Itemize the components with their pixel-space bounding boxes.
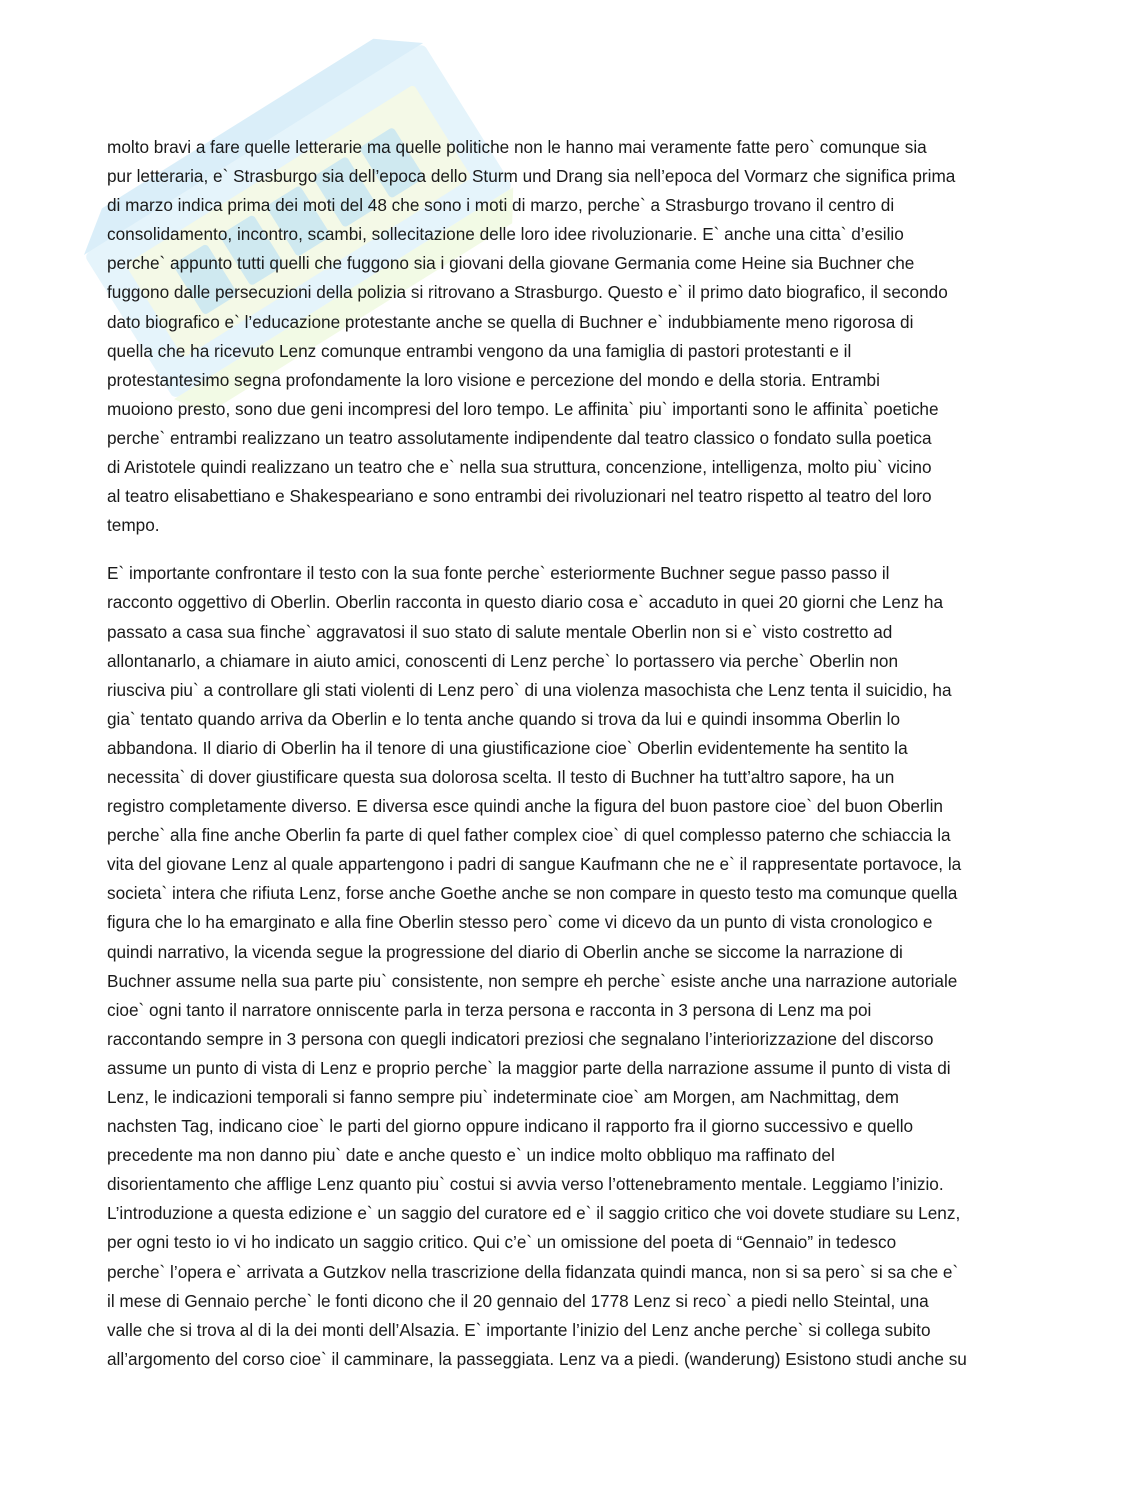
text-line: figura che lo ha emarginato e alla fine Oberlin stesso pero` come vi dicevo da un punto di vista cronologico e (107, 912, 933, 933)
text-line: racconto oggettivo di Oberlin. Oberlin racconta in questo diario cosa e` accaduto in quei 20 giorni che Lenz ha (107, 592, 944, 613)
body-text (107, 133, 1047, 1374)
text-line: raccontando sempre in 3 persona con quegli indicatori preziosi che segnalano l’interiorizzazione del discorso (107, 1028, 934, 1049)
text-line: di marzo indica prima dei moti del 48 che sono i moti di marzo, perche` a Strasburgo trovano il centro di (107, 195, 895, 216)
text-line: perche` entrambi realizzano un teatro assolutamente indipendente dal teatro classico o fondato sulla poetica (107, 427, 932, 448)
text-line: registro completamente diverso. E diversa esce quindi anche la figura del buon pastore cioe` del buon Oberlin (107, 796, 943, 817)
text-line: E` importante confrontare il testo con la sua fonte perche` esteriormente Buchner segue passo passo il (107, 563, 890, 584)
text-line: perche` appunto tutti quelli che fuggono sia i giovani della giovane Germania come Heine sia Buchner che (107, 253, 915, 274)
text-line: all’argomento del corso cioe` il camminare, la passeggiata. Lenz va a piedi. (wanderung) Esistono studi anche su (107, 1348, 967, 1369)
text-line: di Aristotele quindi realizzano un teatro che e` nella sua struttura, concenzione, intelligenza, molto piu` vicino (107, 457, 932, 478)
text-line: dato biografico e` l’educazione protestante anche se quella di Buchner e` indubbiamente meno rigorosa di (107, 311, 914, 332)
text-line: quella che ha ricevuto Lenz comunque entrambi vengono da una famiglia di pastori protestanti e il (107, 340, 852, 361)
text-line: protestantesimo segna profondamente la loro visione e percezione del mondo e della storia. Entrambi (107, 369, 880, 390)
text-line: consolidamento, incontro, scambi, sollecitazione delle loro idee rivoluzionarie. E` anche una citta` d’esilio (107, 224, 904, 245)
text-line: al teatro elisabettiano e Shakespeariano e sono entrambi dei rivoluzionari nel teatro rispetto al teatro del loro (107, 486, 932, 507)
text-line: perche` l’opera e` arrivata a Gutzkov nella trascrizione della fidanzata quindi manca, non si sa pero` si sa che e` (107, 1261, 959, 1282)
text-line: il mese di Gennaio perche` le fonti dicono che il 20 gennaio del 1778 Lenz si reco` a piedi nello Steintal, una (107, 1290, 929, 1311)
text-line: passato a casa sua finche` aggravatosi il suo stato di salute mentale Oberlin non si e` visto costretto ad (107, 621, 893, 642)
text-line: fuggono dalle persecuzioni della polizia si ritrovano a Strasburgo. Questo e` il primo dato biografico, il secondo (107, 282, 948, 303)
text-line: nachsten Tag, indicano cioe` le parti del giorno oppure indicano il rapporto fra il giorno successivo e quello (107, 1116, 914, 1137)
text-line: societa` intera che rifiuta Lenz, forse anche Goethe anche se non compare in questo testo ma comunque quella (107, 883, 958, 904)
paragraph-1 (107, 133, 1047, 540)
text-line: Lenz, le indicazioni temporali si fanno sempre piu` indeterminate cioe` am Morgen, am Nachmittag, dem (107, 1087, 899, 1107)
text-line: abbandona. Il diario di Oberlin ha il tenore di una giustificazione cioe` Oberlin evidentemente ha sentito la (107, 737, 908, 758)
text-line: per ogni testo io vi ho indicato un saggio critico. Qui c’e` un omissione del poeta di “Gennaio” in tedesco (107, 1232, 897, 1253)
paragraph-gap (107, 540, 1047, 559)
text-line: vita del giovane Lenz al quale appartengono i padri di sangue Kaufmann che ne e` il rappresentate portavoce, la (107, 854, 962, 875)
text-line: L’introduzione a questa edizione e` un saggio del curatore ed e` il saggio critico che voi dovete studiare su Lenz, (107, 1203, 961, 1224)
text-line: tempo. (107, 515, 160, 536)
text-line: gia` tentato quando arriva da Oberlin e lo tenta anche quando si trova da lui e quindi insomma Oberlin lo (107, 708, 901, 729)
text-line: Buchner assume nella sua parte piu` consistente, non sempre eh perche` esiste anche una narrazione autoriale (107, 970, 958, 991)
text-line: quindi narrativo, la vicenda segue la progressione del diario di Oberlin anche se siccome la narrazione di (107, 941, 903, 962)
text-line: allontanarlo, a chiamare in aiuto amici, conoscenti di Lenz perche` lo portassero via perche` Oberlin non (107, 650, 899, 671)
text-line: valle che si trova al di la dei monti dell’Alsazia. E` importante l’inizio del Lenz anche perche` si collega subito (107, 1319, 931, 1340)
text-line: riusciva piu` a controllare gli stati violenti di Lenz pero` di una violenza masochista che Lenz tenta il suicidio, ha (107, 679, 952, 700)
text-line: pur letteraria, e` Strasburgo sia dell’epoca dello Sturm und Drang sia nell’epoca del Vormarz che significa prima (107, 166, 956, 187)
text-line: necessita` di dover giustificare questa sua dolorosa scelta. Il testo di Buchner ha tutt’altro sapore, ha un (107, 766, 895, 787)
text-line: assume un punto di vista di Lenz e proprio perche` la maggior parte della narrazione assume il punto di vista di (107, 1057, 951, 1078)
text-line: precedente ma non danno piu` date e anche questo e` un indice molto obbliquo ma raffinato del (107, 1145, 835, 1166)
text-line: muoiono presto, sono due geni incompresi del loro tempo. Le affinita` piu` importanti sono le affinita` poetiche (107, 398, 939, 419)
text-line: perche` alla fine anche Oberlin fa parte di quel father complex cioe` di quel complesso paterno che schiaccia la (107, 825, 951, 846)
paragraph-2 (107, 559, 1047, 1374)
text-line: cioe` ogni tanto il narratore onniscente parla in terza persona e racconta in 3 persona di Lenz ma poi (107, 999, 872, 1020)
text-line: molto bravi a fare quelle letterarie ma quelle politiche non le hanno mai veramente fatte pero` comunque sia (107, 137, 927, 157)
text-line: disorientamento che afflige Lenz quanto piu` costui si avvia verso l’ottenebramento mentale. Leggiamo l’inizio. (107, 1174, 944, 1195)
